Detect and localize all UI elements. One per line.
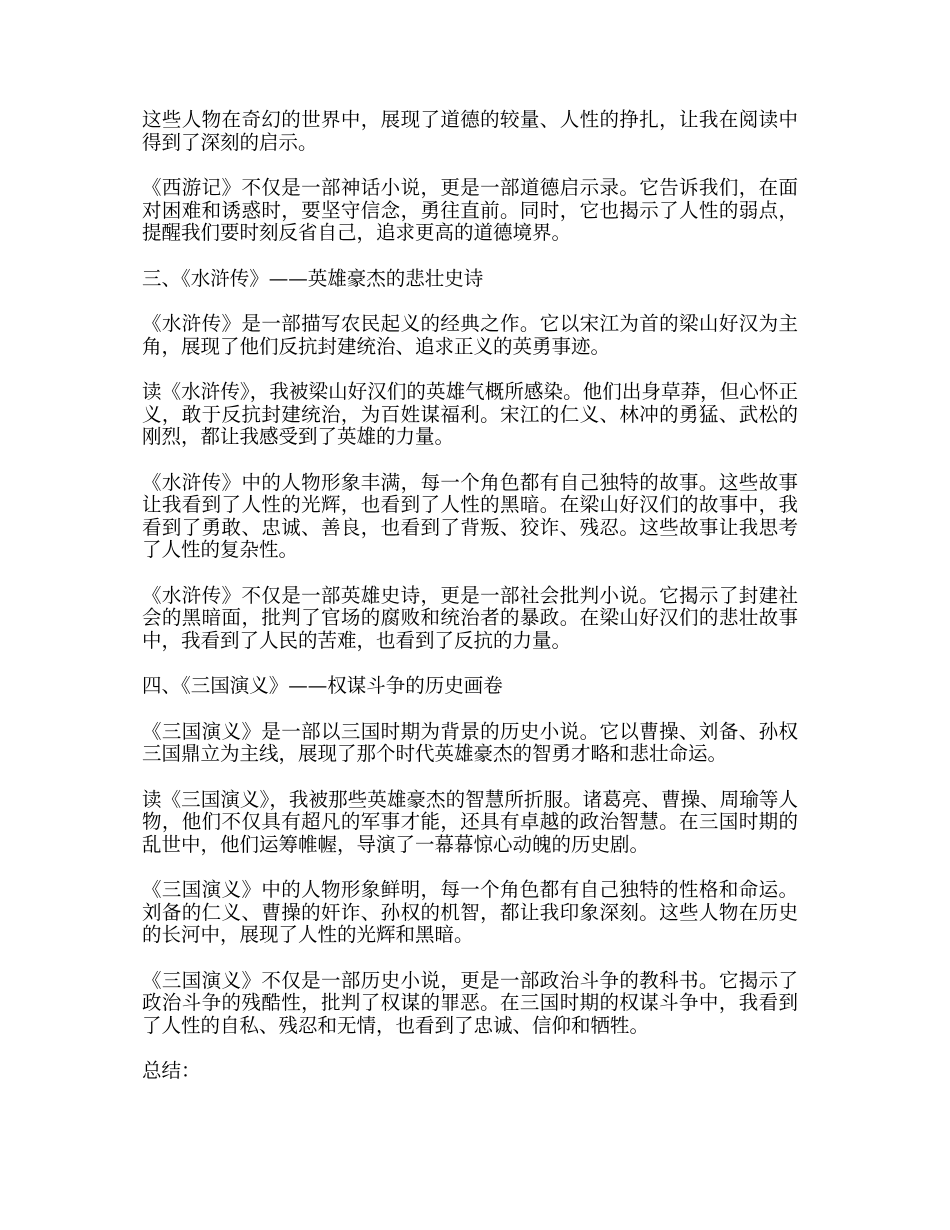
paragraph-water-margin-conclusion: 《水浒传》不仅是一部英雄史诗，更是一部社会批判小说。它揭示了封建社会的黑暗面，批判了官场的腐败和统治者的暴政。在梁山好汉们的悲壮故事中，我看到了人民的苦难，也看到了反抗的力量。 [142, 583, 798, 652]
paragraph-water-margin-intro: 《水浒传》是一部描写农民起义的经典之作。它以宋江为首的梁山好汉为主角，展现了他们反抗封建统治、追求正义的英勇事迹。 [142, 312, 798, 358]
paragraph-three-kingdoms-characters: 《三国演义》中的人物形象鲜明，每一个角色都有自己独特的性格和命运。刘备的仁义、曹操的奸诈、孙权的机智，都让我印象深刻。这些人物在历史的长河中，展现了人性的光辉和黑暗。 [142, 878, 798, 946]
paragraph-water-margin-characters: 《水浒传》中的人物形象丰满，每一个角色都有自己独特的故事。这些故事让我看到了人性的光辉，也看到了人性的黑暗。在梁山好汉们的故事中，我看到了勇敢、忠诚、善良，也看到了背叛、狡诈、残忍。这些故事让我思考了人性的复杂性。 [142, 470, 798, 561]
paragraph-three-kingdoms-conclusion: 《三国演义》不仅是一部历史小说，更是一部政治斗争的教科书。它揭示了政治斗争的残酷性，批判了权谋的罪恶。在三国时期的权谋斗争中，我看到了人性的自私、残忍和无情，也看到了忠诚、信仰和牺牲。 [142, 968, 798, 1037]
section-heading-water-margin: 三、《水浒传》——英雄豪杰的悲壮史诗 [142, 266, 484, 290]
section-heading-three-kingdoms: 四、《三国演义》——权谋斗争的历史画卷 [142, 674, 503, 697]
section-heading-summary: 总结： [142, 1059, 201, 1082]
paragraph-three-kingdoms-intro: 《三国演义》是一部以三国时期为背景的历史小说。它以曹操、刘备、孙权三国鼎立为主线，展现了那个时代英雄豪杰的智勇才略和悲壮命运。 [142, 719, 798, 765]
document-body [142, 109, 798, 1106]
paragraph-three-kingdoms-wisdom: 读《三国演义》，我被那些英雄豪杰的智慧所折服。诸葛亮、曹操、周瑜等人物，他们不仅具有超凡的军事才能，还具有卓越的政治智慧。在三国时期的乱世中，他们运筹帷幄，导演了一幕幕惊心动魄的历史剧。 [142, 787, 798, 856]
paragraph-journey-west-characters: 这些人物在奇幻的世界中，展现了道德的较量、人性的挣扎，让我在阅读中得到了深刻的启示。 [142, 108, 798, 154]
paragraph-journey-west-conclusion: 《西游记》不仅是一部神话小说，更是一部道德启示录。它告诉我们，在面对困难和诱惑时，要坚守信念，勇往直前。同时，它也揭示了人性的弱点，提醒我们要时刻反省自己，追求更高的道德境界。 [142, 176, 798, 244]
paragraph-water-margin-heroes: 读《水浒传》，我被梁山好汉们的英雄气概所感染。他们出身草莽，但心怀正义，敢于反抗封建统治，为百姓谋福利。宋江的仁义、林冲的勇猛、武松的刚烈，都让我感受到了英雄的力量。 [142, 380, 798, 448]
